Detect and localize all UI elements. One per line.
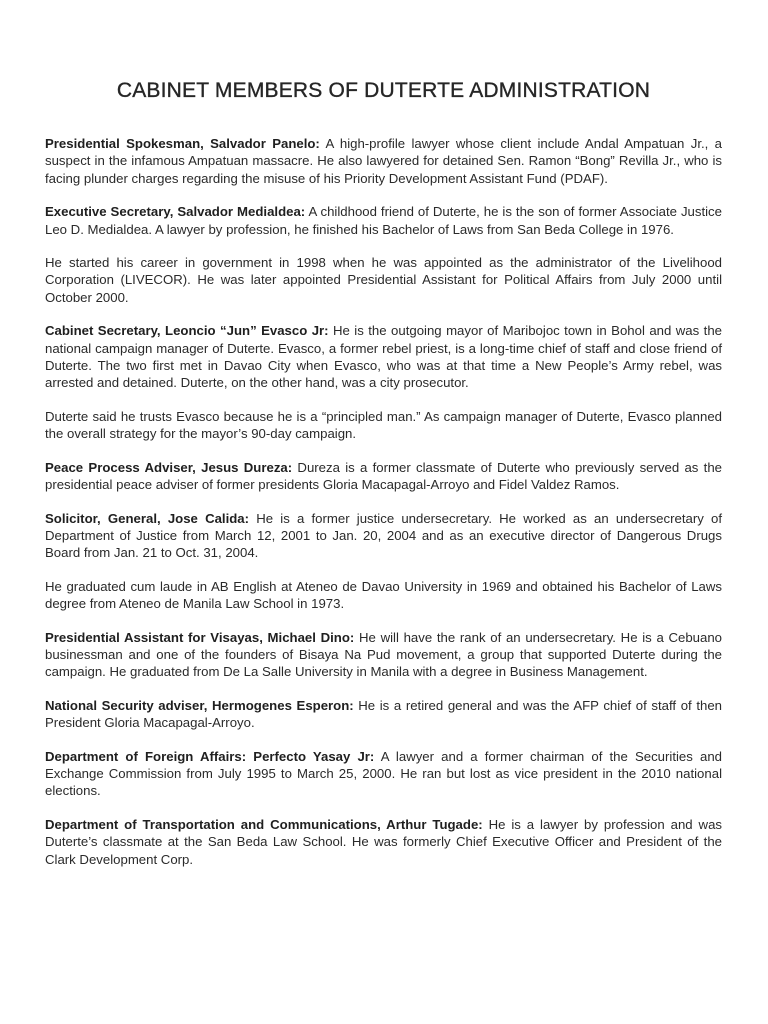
- paragraph-esperon: [45, 697, 722, 732]
- paragraph-body: He started his career in government in 1998 when he was appointed as the administrator of the Livelihood Corporation (LIVECOR). He was later appointed Presidential Assistant for Political Affairs from July 2000 until October 2000.: [45, 255, 722, 305]
- paragraph-heading: Solicitor, General, Jose Calida:: [45, 510, 250, 526]
- paragraph-body: A lawyer and a former chairman of the Securities and Exchange Commission from July 1995 to March 25, 2000. He ran but lost as vice president in the 2010 national elections.: [45, 748, 722, 799]
- paragraph-heading: Department of Transportation and Communications, Arthur Tugade:: [45, 816, 483, 832]
- document-page: [45, 78, 722, 884]
- paragraph-panelo: [45, 135, 722, 187]
- paragraph-heading: Department of Foreign Affairs: Perfecto Yasay Jr:: [45, 748, 375, 764]
- paragraph-dino: [45, 629, 722, 681]
- paragraph-body: He is the outgoing mayor of Maribojoc town in Bohol and was the national campaign manager of Duterte. Evasco, a former rebel priest, is a long-time chief of staff and close friend of Duterte. The two first met in Davao City when Evasco, who was at that time a New People’s Army rebel, was arrested and detained. Duterte, on the other hand, was a city prosecutor.: [45, 323, 722, 391]
- document-title: CABINET MEMBERS OF DUTERTE ADMINISTRATION: [116, 79, 651, 102]
- paragraph-heading: National Security adviser, Hermogenes Esperon:: [45, 697, 354, 713]
- paragraph-dureza: [45, 459, 722, 494]
- paragraph-heading: Peace Process Adviser, Jesus Dureza:: [45, 459, 293, 475]
- paragraph-tugade: [45, 816, 722, 868]
- paragraph-body: He is a retired general and was the AFP chief of staff of then President Gloria Macapagal-Arroyo.: [45, 697, 722, 731]
- paragraph-heading: Cabinet Secretary, Leoncio “Jun” Evasco Jr:: [45, 323, 329, 339]
- paragraph-evasco-trust: [45, 408, 722, 443]
- paragraph-evasco: [45, 322, 722, 392]
- paragraph-medialdea-career: [45, 254, 722, 306]
- paragraph-calida: [45, 510, 722, 562]
- paragraph-body: Duterte said he trusts Evasco because he is a “principled man.” As campaign manager of Duterte, Evasco planned the overall strategy for the mayor’s 90-day campaign.: [45, 408, 722, 442]
- paragraph-heading: Executive Secretary, Salvador Medialdea:: [45, 204, 306, 220]
- paragraph-body: Dureza is a former classmate of Duterte who previously served as the presidential peace adviser of former presidents Gloria Macapagal-Arroyo and Fidel Valdez Ramos.: [45, 459, 722, 493]
- paragraph-body: He will have the rank of an undersecretary. He is a Cebuano businessman and one of the founders of Bisaya Na Pud movement, a group that supported Duterte during the campaign. He graduated from De La Salle University in Manila with a degree in Business Management.: [45, 629, 723, 680]
- paragraph-body: He graduated cum laude in AB English at Ateneo de Davao University in 1969 and obtained his Bachelor of Laws degree from Ateneo de Manila Law School in 1973.: [45, 578, 722, 612]
- paragraph-heading: Presidential Spokesman, Salvador Panelo:: [45, 136, 320, 151]
- paragraph-body: A high-profile lawyer whose client include Andal Ampatuan Jr., a suspect in the infamous Ampatuan massacre. He also lawyered for detained Sen. Ramon “Bong” Revilla Jr., who is facing plunder charges regarding the misuse of his Priority Development Assistant Fund (PDAF).: [45, 136, 722, 186]
- paragraph-body: A childhood friend of Duterte, he is the son of former Associate Justice Leo D. Medialdea. A lawyer by profession, he finished his Bachelor of Laws from San Beda College in 1976.: [45, 204, 722, 237]
- paragraph-body: He is a former justice undersecretary. He worked as an undersecretary of Department of Justice from March 12, 2001 to Jan. 20, 2004 and as an executive director of Dangerous Drugs Board from Jan. 21 to Oct. 31, 2004.: [45, 510, 722, 561]
- paragraph-medialdea: [45, 203, 722, 238]
- paragraph-heading: Presidential Assistant for Visayas, Michael Dino:: [45, 629, 355, 645]
- paragraph-body: He is a lawyer by profession and was Duterte’s classmate at the San Beda Law School. He was formerly Chief Executive Officer and President of the Clark Development Corp.: [45, 816, 722, 867]
- paragraph-yasay: [45, 748, 722, 800]
- paragraph-calida-education: [45, 578, 722, 613]
